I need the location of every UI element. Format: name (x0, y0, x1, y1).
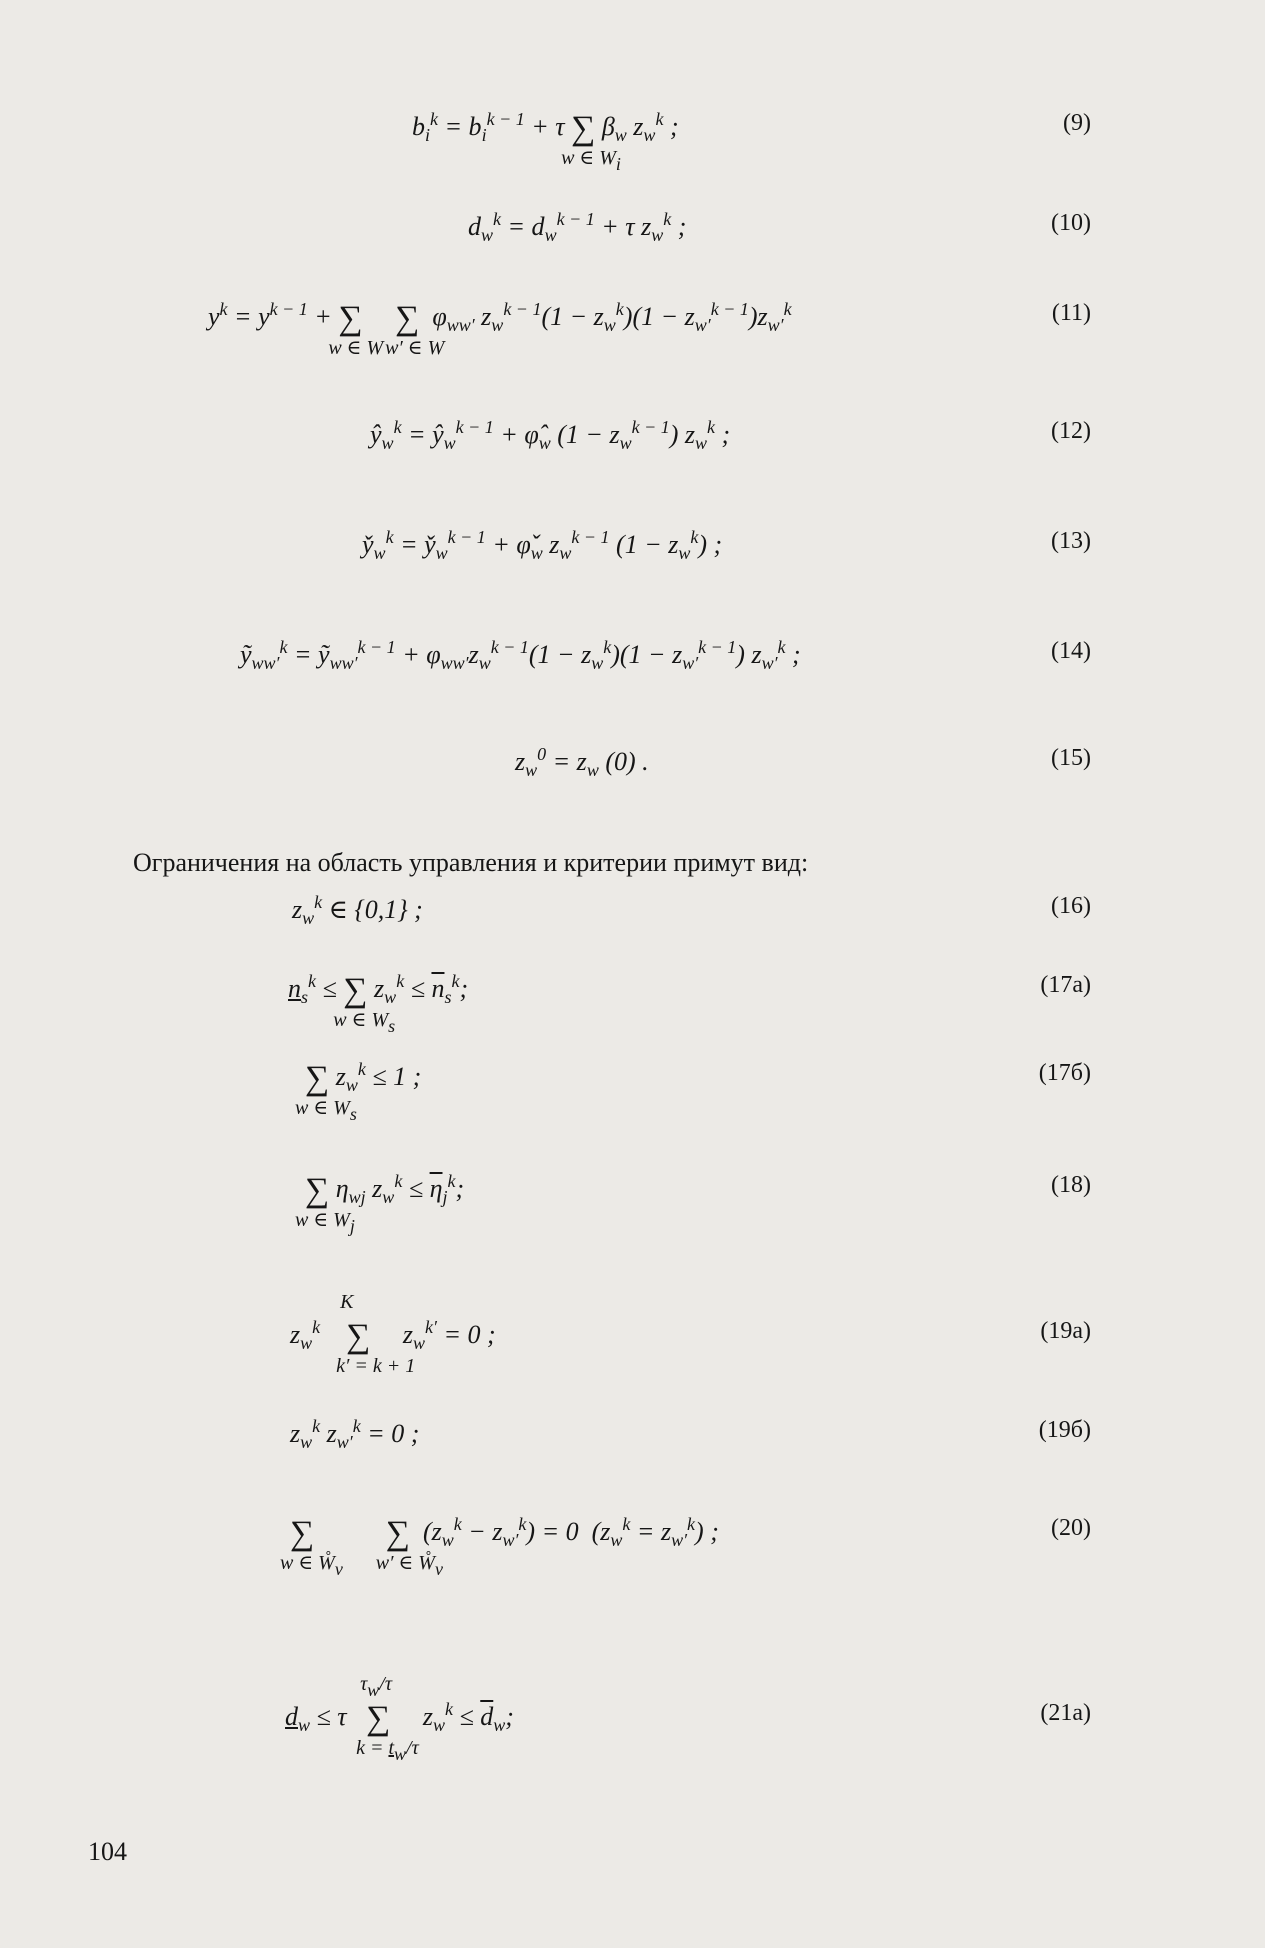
formula-12: $ŷ_w^k$ = $ŷ_w^{k - 1}$ + $\varphî_w$ $(1 - z_w^{k - 1})$ $z_w^k$ ; (370, 417, 731, 453)
formula-20: ∑ w ∈ W̊v ∑ w′ ∈ W̊v $(z_w^k - z_{w'}^k) = 0$ $(z_w^k = z_{w'}^k)$ ; (280, 1514, 719, 1580)
formula-16: $z_w^k$ ∈ {0,1} ; (292, 892, 423, 928)
equation-number: (19б) (1038, 1417, 1091, 1443)
equation-number: (18) (1051, 1172, 1091, 1198)
formula-14: ỹ$_{ww'}^k$ = ỹ$_{ww'}^{k - 1}$ + $\varphi_{ww'}z_w^{k - 1}(1 - z_w^k)(1 - z_{w'}^{k - 1})$ $z_{w'}^k$ ; (240, 637, 801, 673)
equation-number: (10) (1051, 210, 1091, 236)
equation-number: (11) (1051, 300, 1091, 326)
formula-19a: $z_w^k$ K ∑ k′ = k + 1 $z_w^{k'} = 0$ ; (290, 1291, 496, 1378)
equation-number: (17б) (1038, 1060, 1091, 1086)
equation-number: (17а) (1040, 972, 1091, 998)
equation-number: (13) (1051, 528, 1091, 554)
equation-number: (19а) (1040, 1318, 1091, 1344)
formula-19b: $z_w^k$ $z_{w'}^k = 0$ ; (290, 1416, 420, 1452)
formula-21a: $d_w \le \tau$ τw/τ ∑ k = tw/τ $z_w^k \le \overline{d}_w$; (285, 1673, 514, 1765)
equation-number: (15) (1051, 745, 1091, 771)
equation-number: (12) (1051, 418, 1091, 444)
constraints-intro-text: Ограничения на область управления и критерии примут вид: (133, 848, 809, 877)
equation-number: (14) (1051, 638, 1091, 664)
equation-number: (16) (1051, 893, 1091, 919)
formula-10: $d_w^k = d_w^{k - 1} + \tau$ $z_w^k$ ; (468, 209, 687, 245)
formula-13: $y̌_w^k$ = $y̌_w^{k - 1}$ + $\varphǐ_w$ $z_w^{k - 1}$ $(1 - z_w^k)$ ; (362, 527, 723, 563)
equation-number: (21а) (1040, 1700, 1091, 1726)
formula-17b: ∑ w ∈ Ws $z_w^k \le 1$ ; (295, 1059, 422, 1125)
equation-number: (20) (1051, 1515, 1091, 1541)
formula-15: $z_w^0 = z_w$ (0) . (515, 744, 649, 780)
formula-18: ∑ w ∈ Wj $\eta_{wj}$ $z_w^k \le \overline{\eta}_j^k$; (295, 1171, 465, 1237)
equation-number: (9) (1063, 110, 1091, 136)
formula-11: $y^k = y^{k - 1}$ + ∑ w ∈ W ∑ w′ ∈ W $\varphi_{ww'}$ $z_w^{k - 1}(1 - z_w^k)(1 - z_{w'}^{k - 1})z_{w'}^k$ (208, 299, 792, 360)
page-number: 104 (88, 1837, 127, 1866)
formula-17a: $n_s^k$ ≤ ∑ w ∈ Ws $z_w^k \le \overline{n}_s^k$; (288, 971, 469, 1037)
formula-9: $b_i^k = b_i^{k - 1} + \tau$ ∑ w ∈ Wi $\beta_w$ $z_w^k$ ; (412, 109, 679, 175)
